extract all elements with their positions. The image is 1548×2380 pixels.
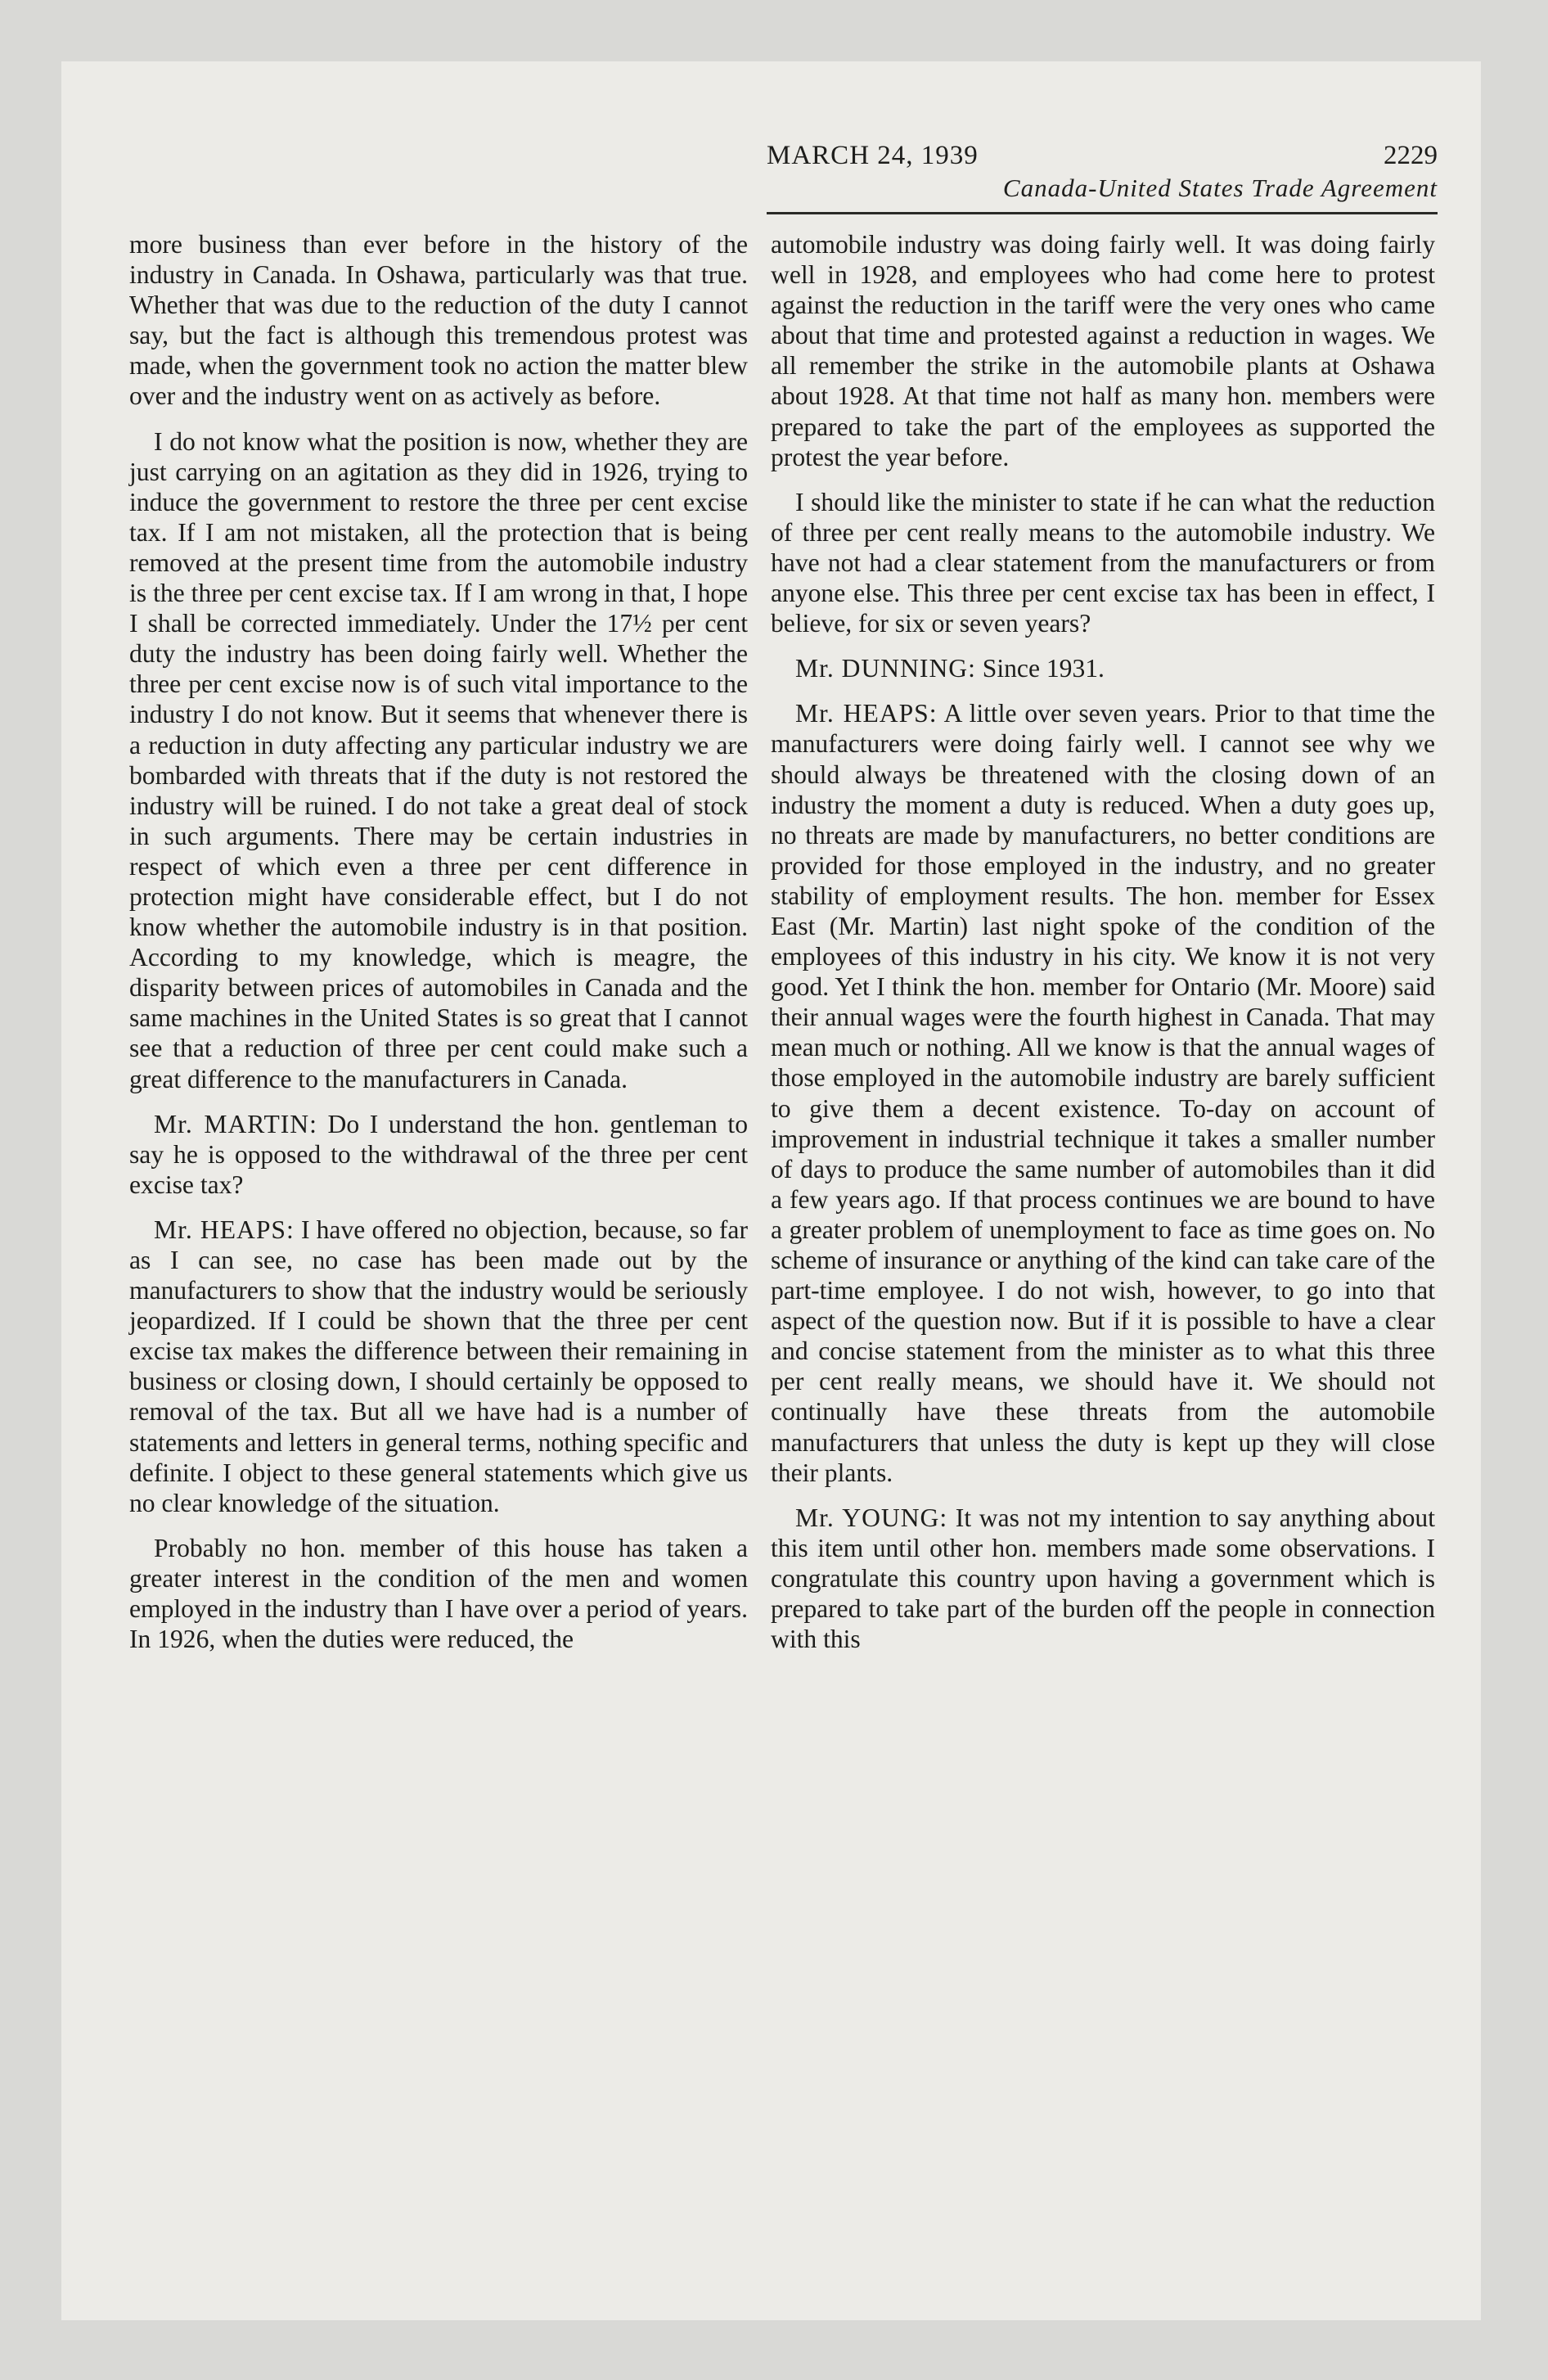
paragraph: [771, 698, 1435, 1487]
header-date: MARCH 24, 1939: [767, 141, 979, 170]
speaker-name: Mr. MARTIN:: [154, 1109, 317, 1138]
paragraph: [771, 487, 1435, 638]
page-number: 2229: [1384, 141, 1438, 170]
paragraph-text: Probably no hon. member of this house has taken a greater interest in the condition of the men and women employed in the industry than I have over a period of years. In 1926, when the duties were reduced, the: [129, 1533, 748, 1654]
right-column: [771, 229, 1435, 1669]
paragraph-text: I do not know what the position is now, whether they are just carrying on an agitation as they did in 1926, trying to induce the government to restore the three per cent excise tax. If I am not mistaken, all the protection that is being removed at the present time from the automobile industry is the three per cent excise tax. If I am wrong in that, I hope I shall be corrected immediately. Under the 17½ per cent duty the industry has been doing fairly well. Whether the three per cent excise now is of such vital importance to the industry I do not know. But it seems that whenever there is a reduction in duty affecting any particular industry we are bombarded with threats that if the duty is not restored the industry will be ruined. I do not take a great deal of stock in such arguments. There may be certain industries in respect of which even a three per cent difference in protection might have considerable effect, but I do not know whether the automobile industry is in that position. According to my knowledge, which is meagre, the disparity between prices of automobiles in Canada and the same machines in the United States is so great that I cannot see that a reduction of three per cent could make such a great difference to the manufacturers in Canada.: [129, 426, 748, 1093]
paragraph-text: I should like the minister to state if he can what the reduction of three per cent really means to the automobile industry. We have not had a clear statement from the manufacturers or from anyone else. This three per cent excise tax has been in effect, I believe, for six or seven years?: [771, 487, 1435, 638]
speaker-name: Mr. DUNNING:: [795, 654, 976, 683]
paragraph: [129, 1109, 748, 1200]
header-rule: [767, 212, 1438, 214]
document-page: [61, 61, 1481, 2320]
page-header: [767, 141, 1438, 206]
paragraph: [129, 229, 748, 412]
paragraph-text: automobile industry was doing fairly well. It was doing fairly well in 1928, and employees who had come here to protest against the reduction in the tariff were the very ones who came about that time and protested against a reduction in wages. We all remember the strike in the automobile plants at Oshawa about 1928. At that time not half as many hon. members were prepared to take the part of the employees as supported the protest the year before.: [771, 230, 1435, 471]
paragraph: [771, 1503, 1435, 1654]
paragraph-text: more business than ever before in the history of the industry in Canada. In Oshawa, particularly was that true. Whether that was due to the reduction of the duty I cannot say, but the fact is although this tremendous protest was made, when the government took no action the matter blew over and the industry went on as actively as before.: [129, 230, 748, 411]
paragraph-text: I have offered no objection, because, so far as I can see, no case has been made out by the manufacturers to show that the industry would be seriously jeopardized. If I could be shown that the three per cent excise tax makes the difference between their remaining in business or closing down, I should certainly be opposed to removal of the tax. But all we have had is a number of statements and letters in general terms, nothing specific and definite. I object to these general statements which give us no clear knowledge of the situation.: [129, 1215, 748, 1517]
speaker-name: Mr. YOUNG:: [795, 1503, 948, 1532]
paragraph-text: It was not my intention to say anything about this item until other hon. members made some observations. I congratulate this country upon having a government which is prepared to take part of the burden off the people in connection with this: [771, 1503, 1435, 1654]
paragraph: [771, 653, 1435, 683]
paragraph-text: Since 1931.: [982, 654, 1105, 683]
header-subtitle: Canada-United States Trade Agreement: [1002, 174, 1438, 202]
paragraph: [129, 426, 748, 1094]
speaker-name: Mr. HEAPS:: [154, 1215, 295, 1244]
left-column: [129, 229, 748, 1669]
paragraph-text: Do I understand the hon. gentleman to say he is opposed to the withdrawal of the three per cent excise tax?: [129, 1109, 749, 1199]
paragraph: [129, 1215, 748, 1518]
paragraph: [129, 1533, 748, 1654]
paragraph: [771, 229, 1435, 472]
speaker-name: Mr. HEAPS:: [795, 699, 938, 728]
paragraph-text: A little over seven years. Prior to that time the manufacturers were doing fairly well. I cannot see why we should always be threatened with the closing down of an industry the moment a duty is reduced. When a duty goes up, no threats are made by manufacturers, no better conditions are provided for those employed in the industry, and no greater stability of employment results. The hon. member for Essex East (Mr. Martin) last night spoke of the condition of the employees of this industry in his city. We know it is not very good. Yet I think the hon. member for Ontario (Mr. Moore) said their annual wages were the fourth highest in Canada. That may mean much or nothing. All we know is that the annual wages of those employed in the automobile industry are barely sufficient to give them a decent existence. To-day on account of improvement in industrial technique it takes a smaller number of days to produce the same number of automobiles than it did a few years ago. If that process continues we are bound to have a greater problem of unemployment to face as time goes on. No scheme of insurance or anything of the kind can take care of the part-time employee. I do not wish, however, to go into that aspect of the question now. But if it is possible to have a clear and concise statement from the minister as to what this three per cent really means, we should have it. We should not continually have these threats from the automobile manufacturers that unless the duty is kept up they will close their plants.: [771, 699, 1435, 1487]
